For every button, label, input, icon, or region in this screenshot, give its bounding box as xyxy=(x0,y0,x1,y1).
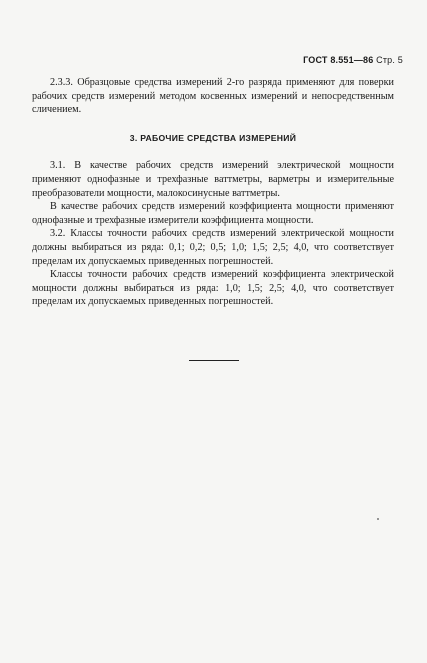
paragraph-2-3-3: 2.3.3. Образцовые средства измерений 2-го разряда применяют для поверки рабочих средств измерений методом косвенных измерений и непосредственным сличением. xyxy=(32,77,394,116)
end-divider xyxy=(189,360,239,361)
paragraph-3-2: 3.2. Классы точности рабочих средств измерений электрической мощности должны выбираться из ряда: 0,1; 0,2; 0,5; 1,0; 1,5; 2,5; 4,0, что соответствует пределам их допускаемых приведенных погрешностей. xyxy=(32,228,394,267)
paragraph-3-2-power-factor: Классы точности рабочих средств измерений коэффициента электрической мощности должны выбираться из ряда: 1,0; 1,5; 2,5; 4,0, что соответствует пределам их допускаемых приведенных погрешностей. xyxy=(32,269,394,308)
page-number: Стр. 5 xyxy=(376,55,403,65)
paragraph-3-1: 3.1. В качестве рабочих средств измерений электрической мощности применяют однофазные и трехфазные ваттметры, варметры и измерительные преобразователи мощности, малокосинусные ваттметры. xyxy=(32,160,394,199)
paragraph-3-1-power-factor: В качестве рабочих средств измерений коэффициента мощности применяют однофазные и трехфазные измерители коэффициента мощности. xyxy=(32,201,394,226)
page-header xyxy=(303,55,403,65)
standard-number: ГОСТ 8.551—86 xyxy=(303,55,374,65)
scan-speck xyxy=(377,518,379,520)
section-title: 3. РАБОЧИЕ СРЕДСТВА ИЗМЕРЕНИЙ xyxy=(129,132,297,143)
document-body xyxy=(32,76,394,309)
